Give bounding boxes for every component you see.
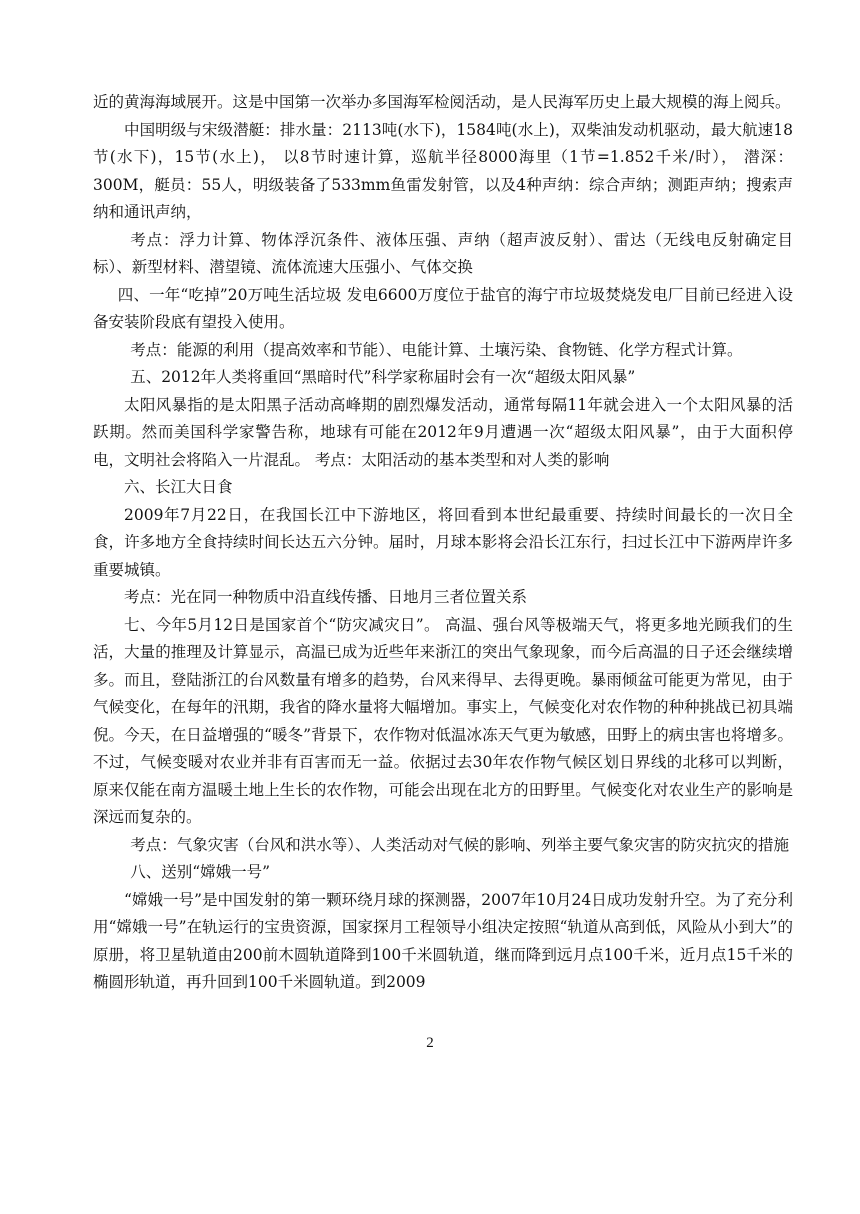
paragraph: 太阳风暴指的是太阳黑子活动高峰期的剧烈爆发活动，通常每隔11年就会进入一个太阳风暴的活跃期。然而美国科学家警告称，地球有可能在2012年9月遭遇一次“超级太阳风暴”，由于大面积停电，文明社会将陷入一片混乱。 考点：太阳活动的基本类型和对人类的影响	[93, 395, 793, 469]
paragraph: “嫦娥一号”是中国发射的第一颗环绕月球的探测器，2007年10月24日成功发射升空。为了充分利用“嫦娥一号”在轨运行的宝贵资源，国家探月工程领导小组决定按照“轨道从高到低，风险从小到大”的原册，将卫星轨道由200前木圆轨道降到100千米圆轨道，继而降到远月点100千米，近月点15千米的椭圆形轨道，再升回到100千米圆轨道。到2009	[93, 890, 793, 991]
paragraph: 考点：能源的利用（提高效率和节能）、电能计算、土壤污染、食物链、化学方程式计算。	[130, 340, 743, 359]
paragraph: 考点：光在同一种物质中沿直线传播、日地月三者位置关系	[124, 588, 528, 606]
body-text	[93, 89, 793, 997]
page-number: 2	[426, 1035, 434, 1051]
paragraph: 中国明级与宋级潜艇：排水量：2113吨(水下)，1584吨(水上)，双柴油发动机驱动，最大航速18节(水下)，15节(水上)， 以8节时速计算，巡航半径8000海里（1节=1.852千米/时）， 潜深：300M，艇员：55人，明级装备了533mm鱼雷发射管，以及4种声纳：综合声纳；测距声纳；搜索声纳和通讯声纳，	[93, 120, 793, 221]
section-heading: 五、2012年人类将重回“黑暗时代”科学家称届时会有一次“超级太阳风暴”	[130, 368, 636, 386]
section-heading: 八、送别“嫦娥一号”	[130, 863, 271, 881]
paragraph: 考点：气象灾害（台风和洪水等）、人类活动对气候的影响、列举主要气象灾害的防灾抗灾的措施	[130, 835, 789, 854]
section-heading: 七、今年5月12日是国家首个“防灾减灾日”。 高温、强台风等极端天气，将更多地光顾我们的生活，大量的推理及计算显示，高温已成为近些年来浙江的突出气象现象，而今后高温的日子还会继续增多。而且，登陆浙江的台风数量有增多的趋势，台风来得早、去得更晚。暴雨倾盆可能更为常见，由于气候变化，在每年的汛期，我省的降水量将大幅增加。事实上，气候变化对农作物的种种挑战已初具端倪。今天，在日益增强的“暖冬”背景下，农作物对低温冰冻天气更为敏感，田野上的病虫害也将增多。不过，气候变暖对农业并非有百害而无一益。依据过去30年农作物气候区划日界线的北移可以判断，原来仅能在南方温暖土地上生长的农作物，可能会出现在北方的田野里。气候变化对农业生产的影响是深远而复杂的。	[93, 615, 793, 826]
section-heading: 六、长江大日食	[124, 478, 233, 496]
section-heading: 四、一年“吃掉”20万吨生活垃圾 发电6600万度位于盐官的海宁市垃圾焚烧发电厂目前已经进入设备安装阶段底有望投入使用。	[93, 285, 793, 331]
paragraph: 考点：浮力计算、物体浮沉条件、液体压强、声纳（超声波反射）、雷达（无线电反射确定目标）、新型材料、潜望镜、流体流速大压强小、气体交换	[93, 230, 793, 276]
paragraph: 近的黄海海域展开。这是中国第一次举办多国海军检阅活动，是人民海军历史上最大规模的海上阅兵。	[93, 93, 791, 111]
paragraph: 2009年7月22日，在我国长江中下游地区，将回看到本世纪最重要、持续时间最长的一次日全食，许多地方全食持续时间长达五六分钟。届时，月球本影将会沿长江东行，扫过长江中下游两岸许多重要城镇。	[93, 505, 793, 579]
